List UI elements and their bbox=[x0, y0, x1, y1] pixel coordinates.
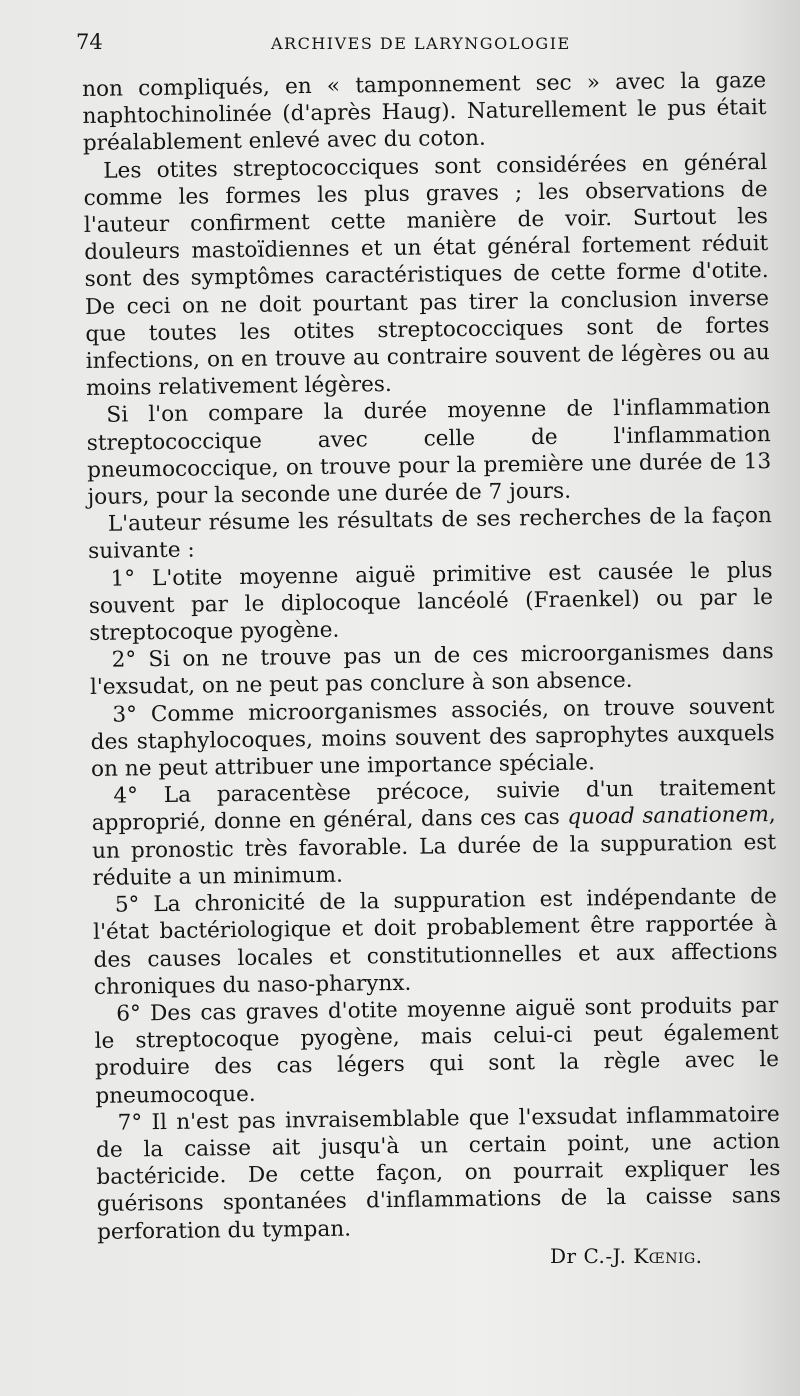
latin-phrase: quoad sanationem bbox=[567, 802, 770, 831]
author-prefix: Dr C.-J. bbox=[550, 1244, 627, 1268]
journal-title: ARCHIVES DE LARYNGOLOGIE bbox=[271, 34, 571, 53]
running-head bbox=[76, 30, 766, 56]
conclusion-item-5: 5° La chronicité de la suppuration est indépendante de l'état bactériologique et doit probablement être rapportée à des causes locales et constitutionnelles et aux affections chroniques du naso-pharynx. bbox=[93, 884, 778, 1000]
paragraph-continuation: non compliqués, en « tamponnement sec » avec la gaze naphtochinolinée (d'après Haug). Naturellement le pus était préalablement enlevé avec du coton. bbox=[82, 68, 767, 157]
conclusion-item-3: 3° Comme microorganismes associés, on trouve souvent des staphylocoques, moins souvent des saprophytes auxquels on ne peut attribuer une importance spéciale. bbox=[90, 693, 775, 783]
author-signature bbox=[550, 1244, 703, 1268]
conclusion-item-1: 1° L'otite moyenne aiguë primitive est causée le plus souvent par le diplocoque lancéolé (Fraenkel) ou par le streptocoque pyogène. bbox=[88, 557, 774, 647]
conclusion-item-4-end: , un pronostic très favorable. La durée de la suppuration est réduite a un minimum. bbox=[91, 802, 777, 891]
paragraph-summary-intro: L'auteur résume les résultats de ses recherches de la façon suivante : bbox=[88, 503, 772, 565]
conclusion-item-4-start: 4° La paracentèse précoce, suivie d'un traitement approprié, donne en général, dans ces cas bbox=[91, 775, 776, 837]
conclusion-item-6: 6° Des cas graves d'otite moyenne aiguë sont produits par le streptocoque pyogène, mais celui-ci peut également produire des cas légers qui sont la règle avec le pneumocoque. bbox=[94, 992, 780, 1109]
paragraph-duration-comparison: Si l'on compare la durée moyenne de l'inflammation streptococcique avec celle de l'inflammation pneumococcique, on trouve pour la première une durée de 13 jours, pour la seconde une durée de 7 jours. bbox=[86, 394, 772, 511]
conclusion-item-7: 7° Il n'est pas invraisemblable que l'exsudat inflammatoire de la caisse ait jusqu'à un certain point, une action bactéricide. De cette façon, on pourrait expliquer les guérisons spontanées d'inflammations de la caisse sans perforation du tympan. bbox=[95, 1101, 781, 1245]
paragraph-streptococcal-otitis: Les otites streptococciques sont considérées en général comme les formes les plus graves ; les observations de l'auteur confirment cette manière de voir. Surtout les douleurs mastoïdiennes et un état général fortement réduit sont des symptômes caractéristiques de cette forme d'otite. De ceci on ne doit pourtant pas tirer la conclusion inverse que toutes les otites streptococciques sont de fortes infections, on en trouve au contraire souvent de légères ou au moins relativement légères. bbox=[83, 149, 770, 402]
conclusion-item-4 bbox=[91, 774, 776, 892]
article-body bbox=[82, 67, 781, 1246]
author-name: Kœnig. bbox=[633, 1244, 703, 1268]
conclusion-item-2: 2° Si on ne trouve pas un de ces microorganismes dans l'exsudat, on ne peut pas conclure à son absence. bbox=[89, 639, 774, 701]
page-number: 74 bbox=[76, 30, 103, 54]
